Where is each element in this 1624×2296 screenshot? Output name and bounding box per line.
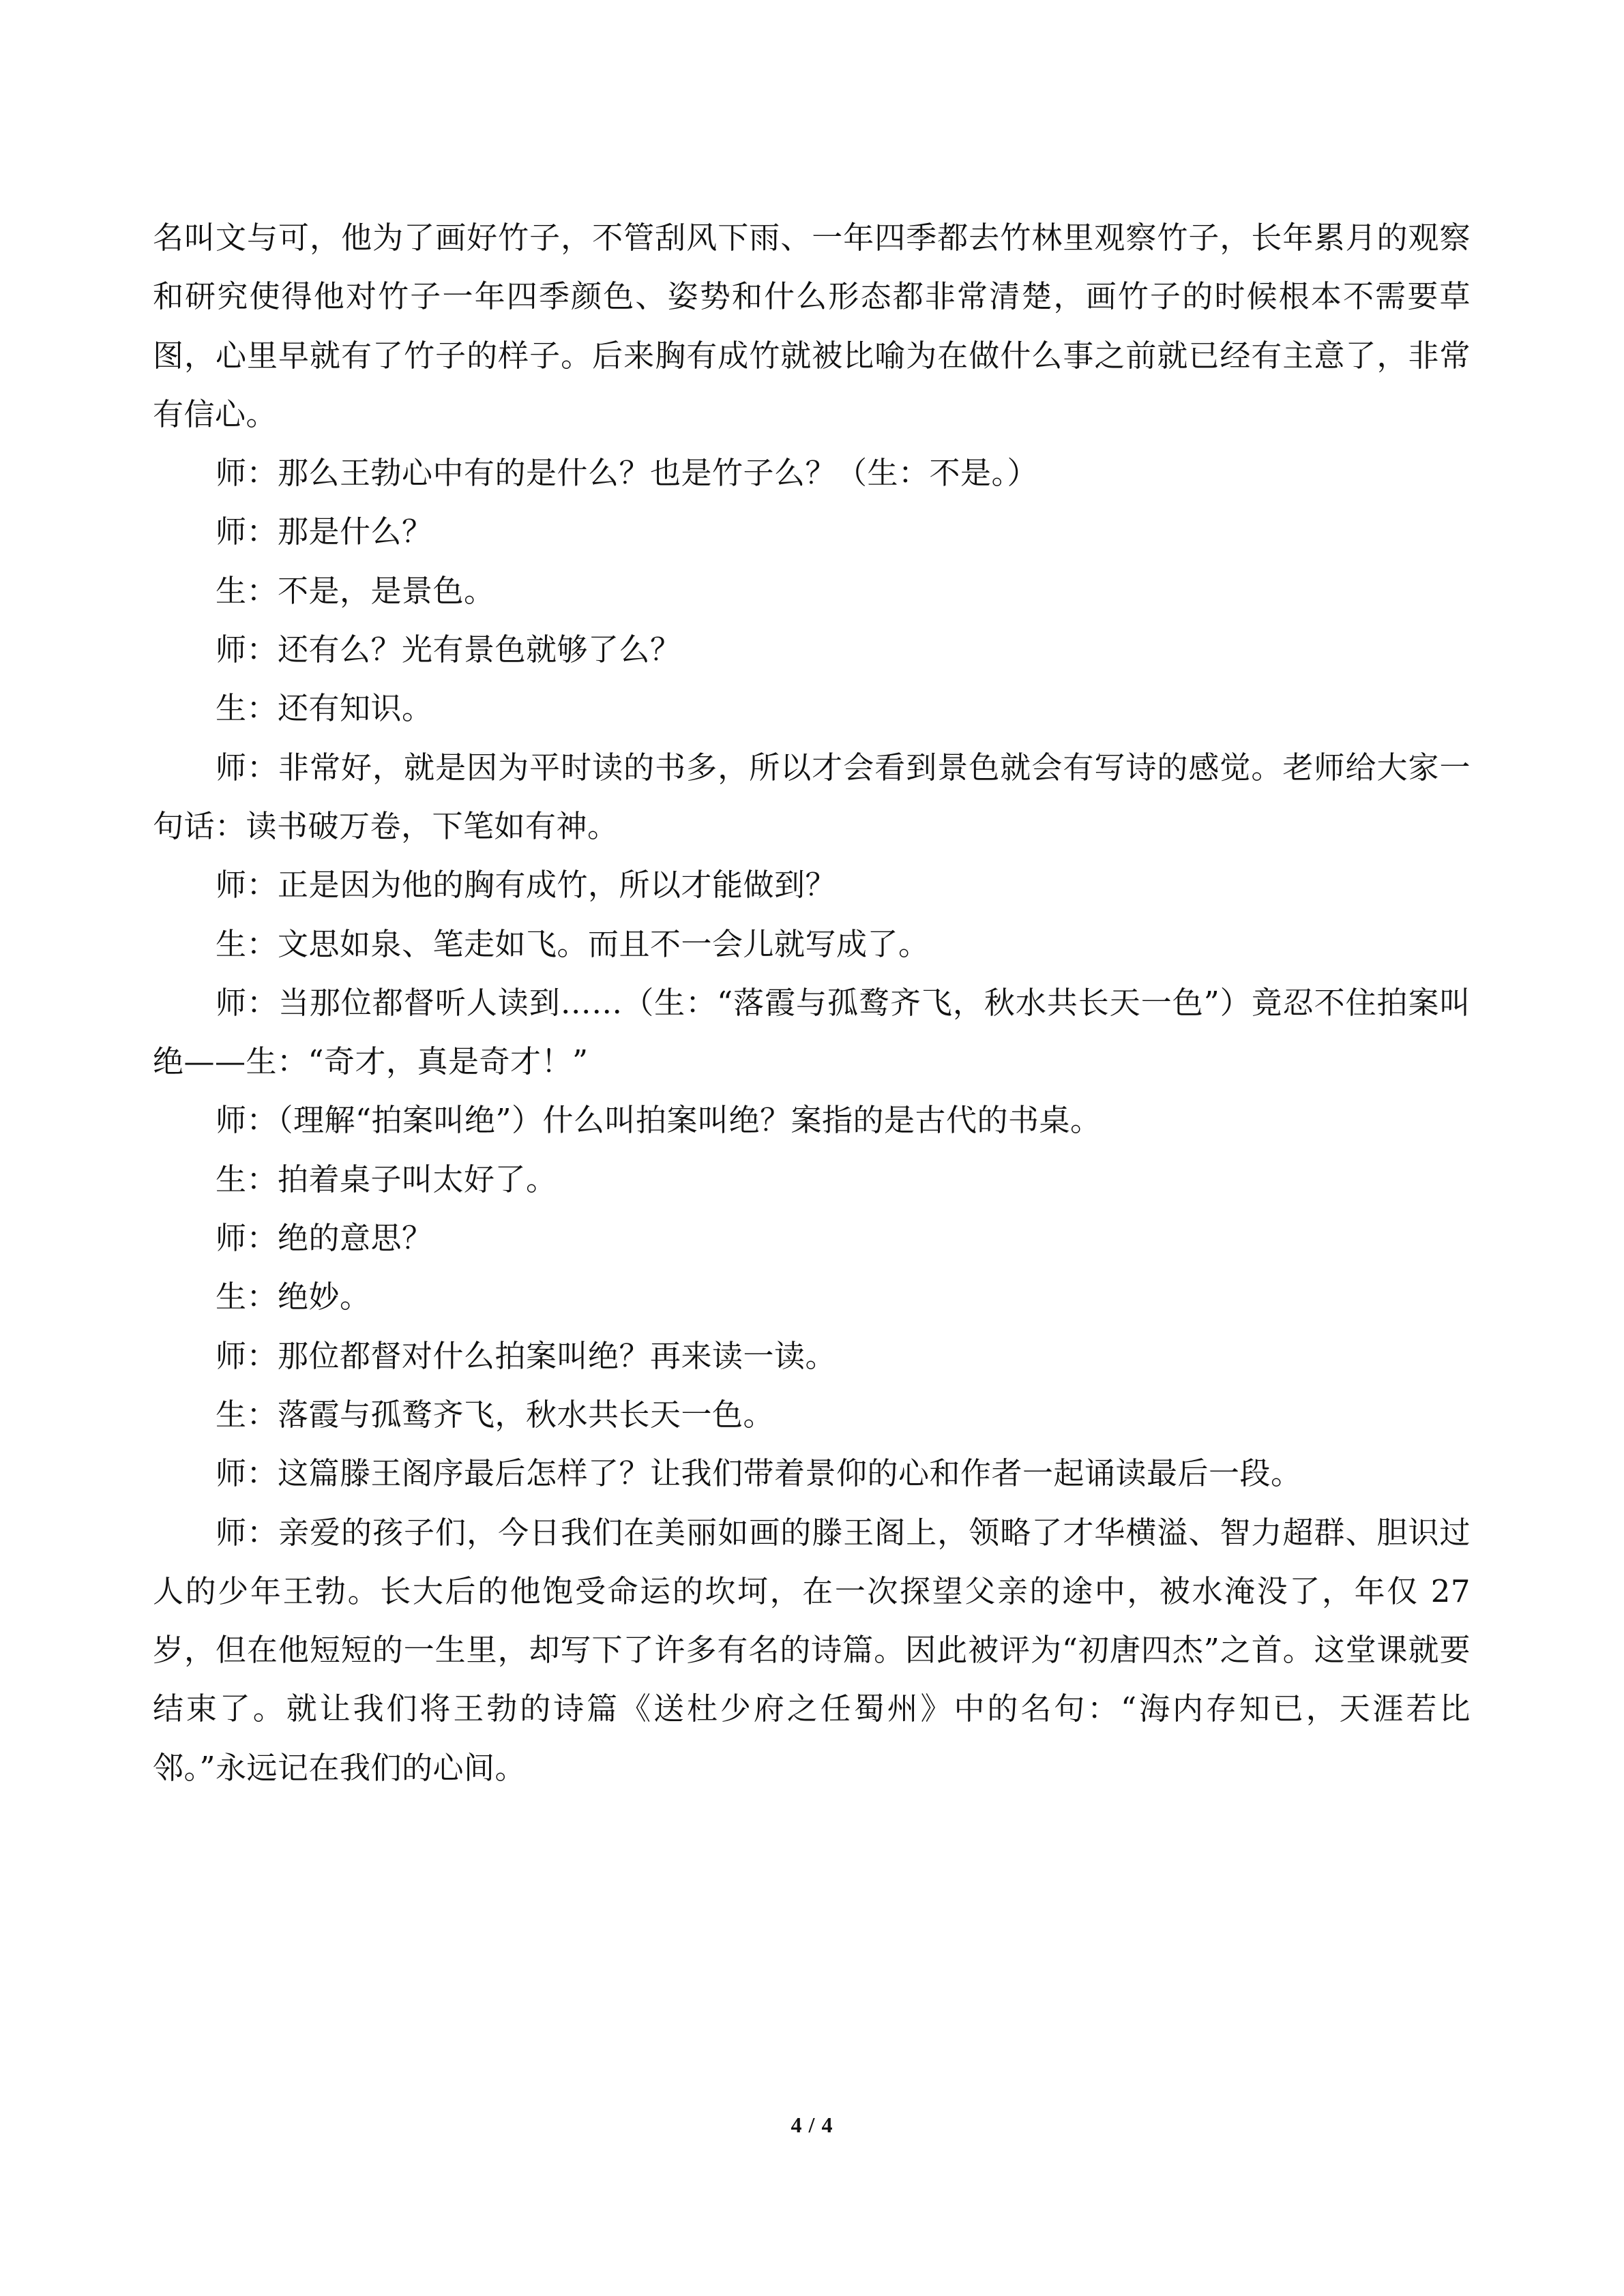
paragraph-dialogue: 师：绝的意思？ [216,1220,433,1257]
paragraph-dialogue: 师：非常好，就是因为平时读的书多，所以才会看到景色就会有写诗的感觉。老师给大家一句话：读书破万卷，下笔如有神。 [153,749,1471,844]
paragraph-dialogue: 生：拍着桌子叫太好了。 [216,1161,557,1197]
paragraph-dialogue: 师：这篇滕王阁序最后怎样了？让我们带着景仰的心和作者一起诵读最后一段。 [216,1455,1302,1492]
paragraph-dialogue: 生：不是，是景色。 [216,572,495,609]
paragraph-dialogue: 师：正是因为他的胸有成竹，所以才能做到？ [216,867,837,904]
paragraph-closing: 师：亲爱的孩子们，今日我们在美丽如画的滕王阁上，领略了才华横溢、智力超群、胆识过人的少年王勃。长大后的他饱受命运的坎坷，在一次探望父亲的途中，被水淹没了，年仅 27 岁，但在他短短的一生里，却写下了许多有名的诗篇。因此被评为“初唐四杰”之首。这堂课就要结束了。就让我们将王勃的诗篇《送杜少府之任蜀州》中的名句：“海内存知已，天涯若比邻。”永远记在我们的心间。 [153,1514,1471,1786]
document-body [153,209,1471,1798]
paragraph-dialogue: 生：落霞与孤鹜齐飞，秋水共长天一色。 [216,1396,775,1433]
paragraph-dialogue: 师：当那位都督听人读到……（生：“落霞与孤鹜齐飞，秋水共长天一色”）竟忍不住拍案叫绝——生：“奇才，真是奇才！” [153,984,1471,1080]
paragraph-dialogue: 生：文思如泉、笔走如飞。而且不一会儿就写成了。 [216,925,930,962]
page-number: 4 / 4 [791,2113,833,2137]
paragraph-continuation: 名叫文与可，他为了画好竹子，不管刮风下雨、一年四季都去竹林里观察竹子，长年累月的观察和研究使得他对竹子一年四季颜色、姿势和什么形态都非常清楚，画竹子的时候根本不需要草图，心里早就有了竹子的样子。后来胸有成竹就被比喻为在做什么事之前就已经有主意了，非常有信心。 [153,220,1471,432]
paragraph-dialogue: 师：那是什么？ [216,513,433,550]
paragraph-dialogue: 生：绝妙。 [216,1279,371,1315]
paragraph-dialogue: 师：那么王勃心中有的是什么？也是竹子么？（生：不是。） [216,455,1039,492]
paragraph-dialogue: 师：那位都督对什么拍案叫绝？再来读一读。 [216,1337,837,1374]
paragraph-dialogue: 师：还有么？光有景色就够了么？ [216,631,681,668]
paragraph-dialogue: 师：（理解“拍案叫绝”）什么叫拍案叫绝？案指的是古代的书桌。 [216,1102,1102,1139]
paragraph-dialogue: 生：还有知识。 [216,690,433,727]
